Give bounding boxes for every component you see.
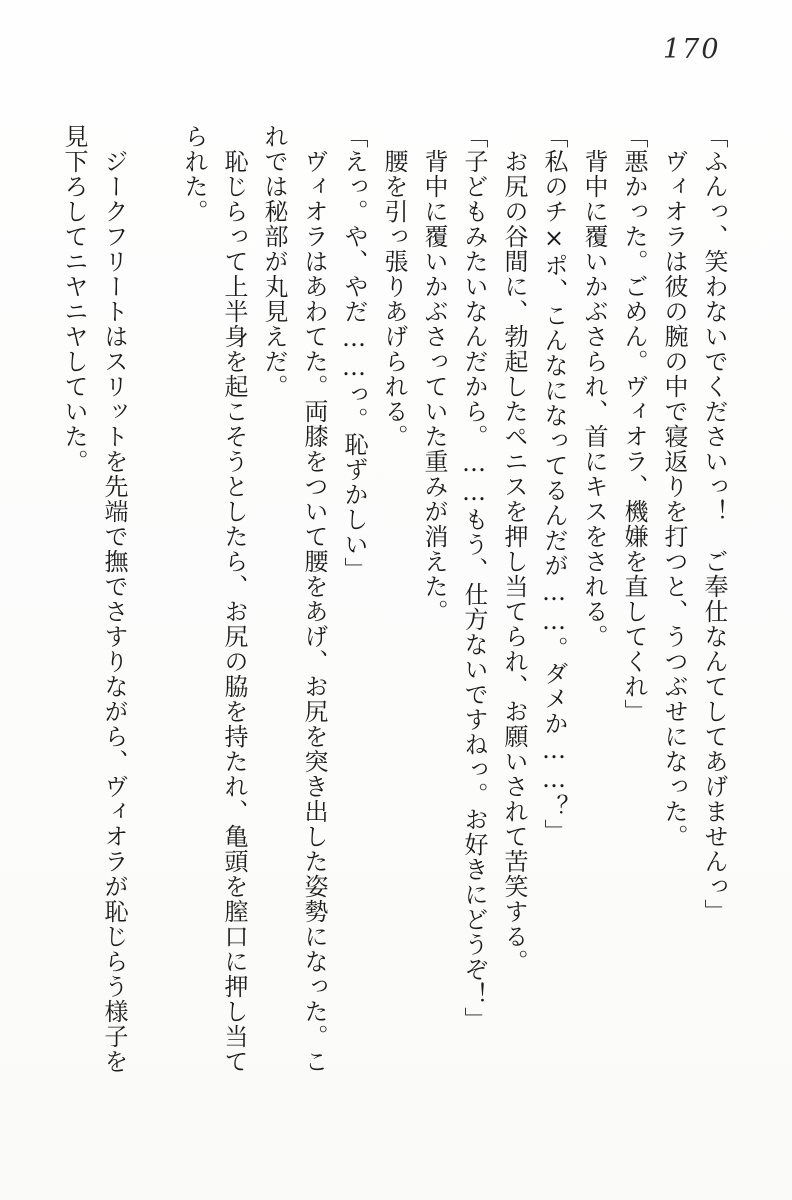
paragraph-dialogue: 「私のチ×ポ、こんなになってるんだが……。ダメか……？」 xyxy=(540,124,568,844)
paragraph-blank-line xyxy=(134,124,174,1076)
paragraph-dialogue: 「ふんっ、笑わないでくださいっ！ ご奉仕なんてしてあげませんっ」 xyxy=(700,124,728,924)
paragraph-narration: ジークフリートはスリットを先端で撫でさすりながら、ヴィオラが恥じらう様子を見下ろしてニヤニヤしていた。 xyxy=(60,124,128,1074)
paragraph-narration: 恥じらって上半身を起こそうとしたら、お尻の脇を持たれ、亀頭を膣口に押し当てられた。 xyxy=(180,124,248,1074)
paragraph-narration: 背中に覆いかぶさられ、首にキスをされる。 xyxy=(580,124,608,649)
paragraph-dialogue: 「悪かった。ごめん。ヴィオラ、機嫌を直してくれ」 xyxy=(620,124,648,724)
paragraph-narration: ヴィオラは彼の腕の中で寝返りを打つと、うつぶせになった。 xyxy=(660,124,688,849)
paragraph-narration: ヴィオラはあわてた。両膝をついて腰をあげ、お尻を突き出した姿勢になった。これでは秘部が丸見えだ。 xyxy=(260,124,328,1074)
body-text xyxy=(50,124,734,1076)
paragraph-dialogue: 「えっ。や、やだ……っ。恥ずかしい」 xyxy=(340,124,368,582)
paragraph-narration: 腰を引っ張りあげられる。 xyxy=(380,124,408,449)
paragraph-narration: 背中に覆いかぶさっていた重みが消えた。 xyxy=(420,124,448,624)
paragraph-dialogue: 「子どもみたいなんだから。……もう、仕方ないですねっ。お好きにどうぞ！」 xyxy=(460,124,488,1032)
page-number: 170 xyxy=(663,34,721,65)
paragraph-narration: お尻の谷間に、勃起したペニスを押し当てられ、お願いされて苦笑する。 xyxy=(500,124,528,974)
